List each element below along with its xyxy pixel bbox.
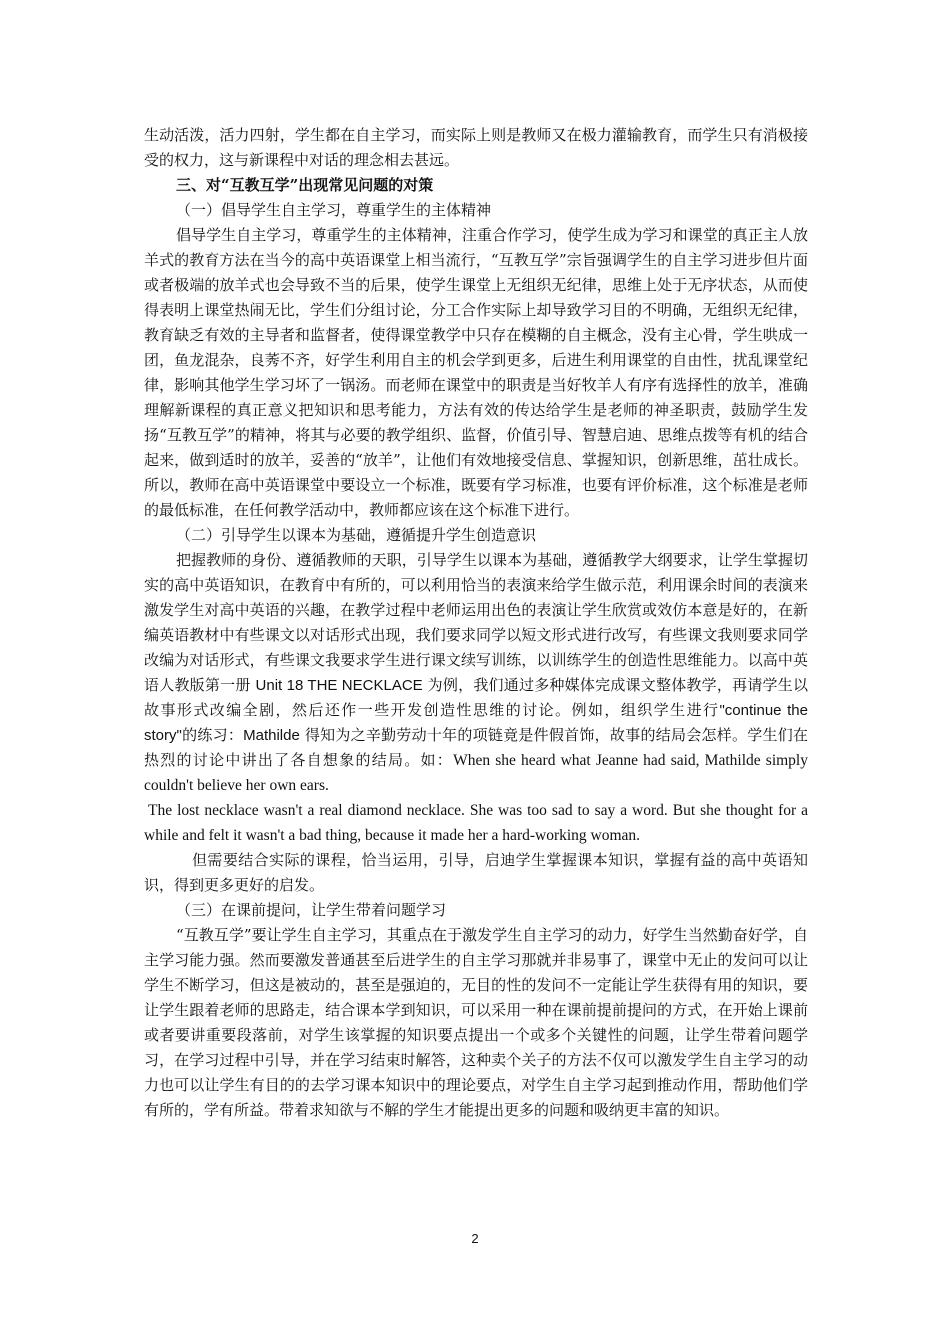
paragraph-practical-application: 但需要结合实际的课程，恰当运用，引导，启迪学生掌握课本知识，掌握有益的高中英语知识，得到更多更好的启发。: [144, 851, 808, 894]
section-heading-3: 三、对“互教互学”出现常见问题的对策: [176, 176, 434, 194]
page-number: 2: [471, 1231, 479, 1246]
paragraph-textbook-creativity: [144, 548, 808, 798]
paragraph-pre-class-questions: “互教互学”要让学生自主学习，其重点在于激发学生自主学习的动力，好学生当然勤奋好学，自主学习能力强。然而要激发普通甚至后进学生的自主学习那就并非易事了，课堂中无止的发问可以让学生不断学习，但这是被动的，甚至是强迫的，无目的性的发问不一定能让学生获得有用的知识，要让学生跟着老师的思路走，结合课本学到知识，可以采用一种在课前提前提问的方式，在开始上课前或者要讲重要段落前，对学生该掌握的知识要点提出一个或多个关键性的问题，让学生带着问题学习，在学习过程中引导，并在学习结束时解答，这种卖个关子的方法不仅可以激发学生自主学习的动力也可以让学生有目的的去学习课本知识中的理论要点，对学生自主学习起到推动作用，帮助他们学有所的，学有所益。带着求知欲与不解的学生才能提出更多的问题和吸纳更丰富的知识。: [144, 926, 808, 1119]
unit-title: Unit 18 THE NECKLACE: [255, 677, 423, 694]
subsection-heading-2: （二）引导学生以课本为基础，遵循提升学生创造意识: [176, 526, 537, 544]
paragraph-continued: 生动活泼，活力四射，学生都在自主学习，而实际上则是教师又在极力灌输教育，而学生只有消极接受的权力，这与新课程中对话的理念相去甚远。: [144, 126, 808, 169]
paragraph-text: 为例，我们通过多种媒体完成课文整体教学，再请学生以故事形式改编全剧，然后还作一些开发创造性思维的讨论。例如，组织学生进行: [144, 676, 808, 719]
paragraph-text: 把握教师的身份、遵循教师的天职，引导学生以课本为基础，遵循教学大纲要求，让学生掌握切实的高中英语知识，在教育中有所的，可以利用恰当的表演来给学生做示范，利用课余时间的表演来激发学生对高中英语的兴趣，在教学过程中老师运用出色的表演让学生欣赏或效仿本意是好的，在新编英语教材中有些课文以对话形式出现，我们要求同学以短文形式进行改写，有些课文我则要求同学改编为对话形式，有些课文我要求学生进行课文续写训练，以训练学生的创造性思维能力。以高中英语人教版第一册: [144, 551, 808, 694]
exercise-name: "continue the story": [144, 702, 808, 744]
paragraph-text: 的练习：: [181, 726, 244, 744]
subsection-heading-1: （一）倡导学生自主学习，尊重学生的主体精神: [176, 201, 492, 219]
paragraph-text: 得知为之辛勤劳动十年的项链竟是件假首饰，故事的结局会怎样。学生们在热烈的讨论中讲出了各自想象的结局。如：: [144, 726, 808, 769]
english-example-1: When she heard what Jeanne had said, Mathilde simply couldn't believe her own ears.: [144, 752, 808, 794]
subsection-heading-3: （三）在课前提问，让学生带着问题学习: [176, 901, 447, 919]
paragraph-self-study: 倡导学生自主学习，尊重学生的主体精神，注重合作学习，使学生成为学习和课堂的真正主人放羊式的教育方法在当今的高中英语课堂上相当流行，“互教互学”宗旨强调学生的自主学习进步但片面或者极端的放羊式也会导致不当的后果，使学生课堂上无组织无纪律，思维上处于无序状态，从而使得表明上课堂热闹无比，学生们分组讨论，分工合作实际上却导致学习目的不明确，无组织无纪律，教育缺乏有效的主导者和监督者，使得课堂教学中只存在模糊的自主概念，没有主心骨，学生哄成一团，鱼龙混杂，良莠不齐，好学生利用自主的机会学到更多，后进生利用课堂的自由性，扰乱课堂纪律，影响其他学生学习坏了一锅汤。而老师在课堂中的职责是当好牧羊人有序有选择性的放羊，准确理解新课程的真正意义把知识和思考能力，方法有效的传达给学生是老师的神圣职责，鼓励学生发扬“互教互学”的精神，将其与必要的教学组织、监督，价值引导、智慧启迪、思维点拨等有机的结合起来，做到适时的放羊，妥善的“放羊”，让他们有效地接受信息、掌握知识，创新思维，茁壮成长。所以，教师在高中英语课堂中要设立一个标准，既要有学习标准，也要有评价标准，这个标准是老师的最低标准，在任何教学活动中，教师都应该在这个标准下进行。: [144, 226, 808, 519]
document-body: [144, 123, 808, 1123]
english-example-2: The lost necklace wasn't a real diamond necklace. She was too sad to say a word. But she thought for a while and felt it wasn't a bad thing, because it made her a hard-working woman.: [144, 802, 808, 844]
character-name: Mathilde: [243, 727, 300, 744]
